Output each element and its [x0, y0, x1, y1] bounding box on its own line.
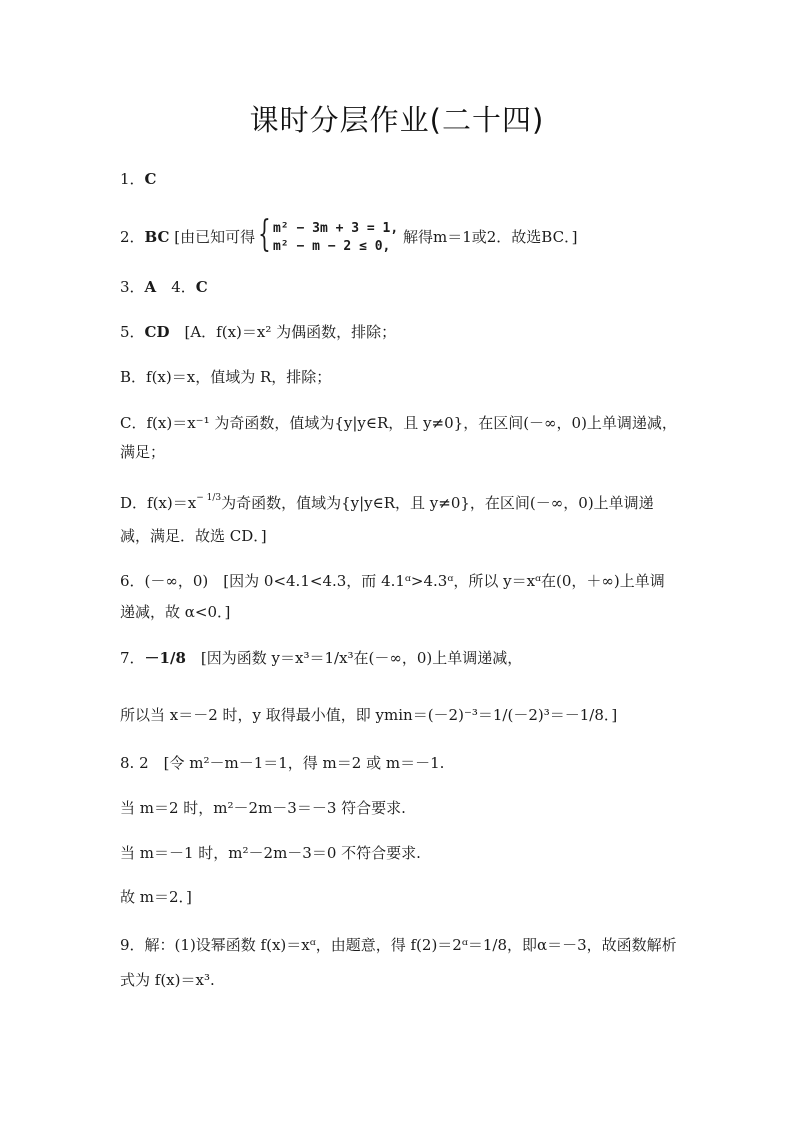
answer-1: 1．C: [120, 170, 157, 188]
answer-5-c: C．f(x)＝x⁻¹ 为奇函数，值域为{y|y∈R，且 y≠0}，在区间(－∞，0)上单调递减，: [120, 414, 677, 432]
answer-3-4: 3．A 4．C: [120, 278, 208, 296]
answer-6: 6．(－∞，0) [因为 0<4.1<4.3，而 4.1ᵅ>4.3ᵅ，所以 y＝xᵅ在(0，＋∞)上单调: [120, 572, 665, 590]
answer-5-d-cont: 减，满足．故选 CD．]: [120, 527, 267, 545]
answer-6-cont: 递减，故 α<0．]: [120, 603, 231, 621]
answer-5: 5．CD [A．f(x)＝x² 为偶函数，排除；: [120, 323, 397, 341]
answer-2: 2．BC [由已知可得{ m² − 3m + 3 = 1, m² − m − 2 ≤ 0, 解得m＝1或2．故选BC．]: [120, 214, 578, 255]
left-brace: {: [258, 214, 271, 255]
inequality-system: m² − 3m + 3 = 1, m² − m − 2 ≤ 0,: [272, 221, 399, 254]
answer-9-cont: 式为 f(x)＝x³.: [120, 971, 215, 989]
page-title: 课时分层作业(二十四): [249, 103, 545, 137]
answer-9: 9．解：(1)设幂函数 f(x)＝xᵅ，由题意，得 f(2)＝2ᵅ＝1/8，即α＝－3，故函数解析: [120, 936, 677, 954]
answer-5-c-cont: 满足；: [120, 443, 166, 461]
answer-5-d: D．$f(x)=x^{- 1/3}$为奇函数，值域为{y|y∈R，且 y≠0}，在区间(－∞，0)上单调递: [120, 493, 654, 512]
answer-7: 7．－1/8 [因为函数 y＝x³＝1/x³在(－∞，0)上单调递减，: [120, 649, 523, 667]
answer-8: 8. 2 [令 m²－m－1＝1，得 m＝2 或 m＝－1.: [120, 754, 445, 772]
answer-8-case-2: 当 m＝－1 时，m²－2m－3＝0 不符合要求.: [120, 844, 421, 862]
answer-8-case-1: 当 m＝2 时，m²－2m－3＝－3 符合要求.: [120, 799, 406, 817]
answer-5-b: B．f(x)＝x，值域为 R，排除；: [120, 368, 332, 386]
answer-7-cont: 所以当 x＝－2 时，y 取得最小值，即 ymin＝(－2)⁻³＝1/(－2)³＝－1/8．]: [120, 706, 618, 724]
answer-8-conclusion: 故 m＝2．]: [120, 888, 192, 906]
